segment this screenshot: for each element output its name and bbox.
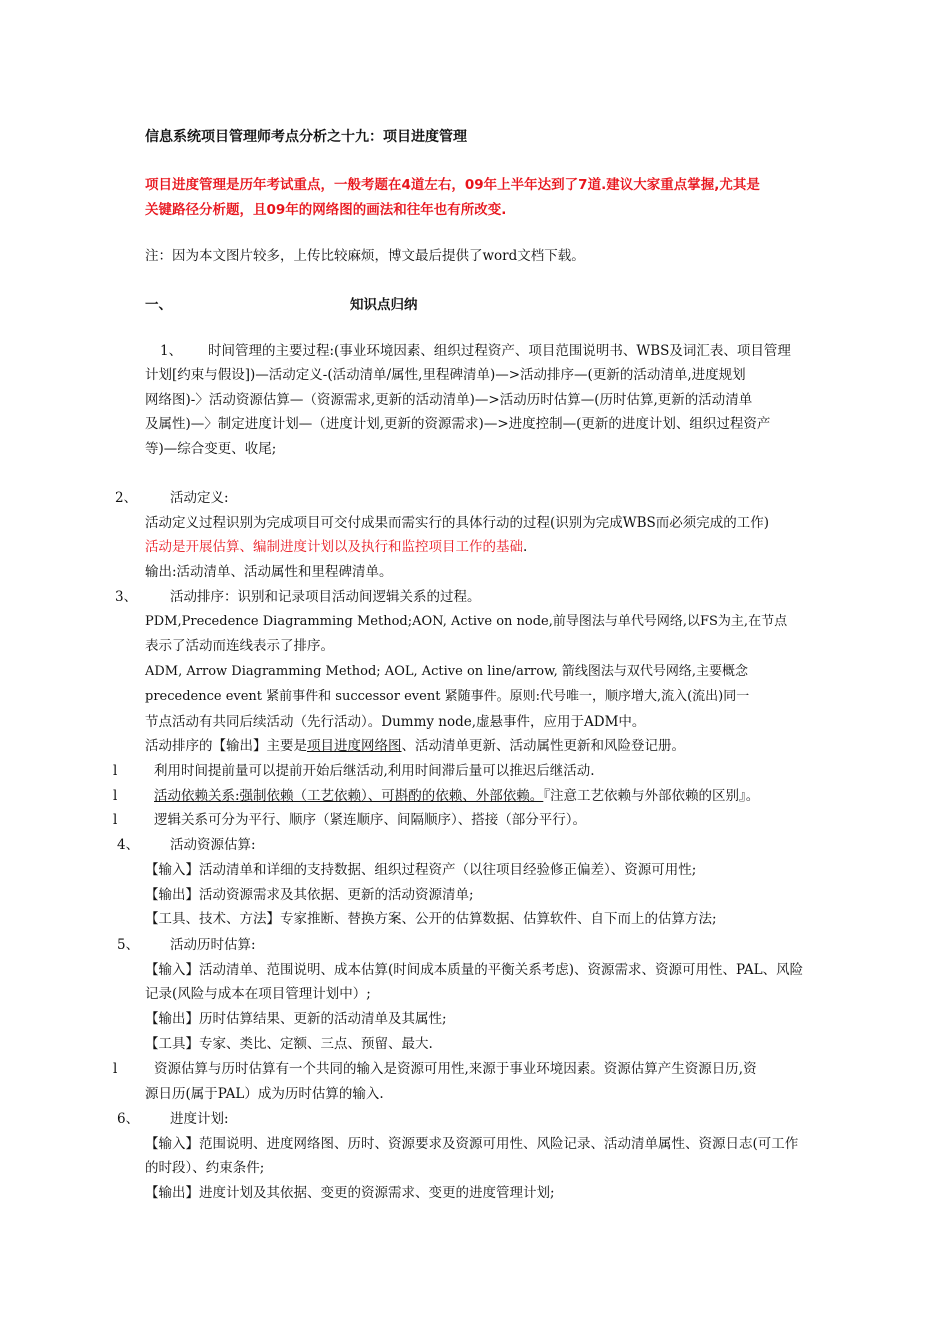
p4-heading: 活动资源估算:: [170, 837, 256, 853]
p5-bullet-1-cont: 源日历(属于PAL）成为历时估算的输入.: [145, 1086, 384, 1102]
p3-bullet-3: 逻辑关系可分为平行、顺序（紧连顺序、间隔顺序）、搭接（部分平行）。: [154, 812, 586, 828]
p4-number: 4、: [117, 837, 140, 853]
p2-line-2: [145, 538, 527, 556]
p2-number: 2、: [115, 490, 138, 506]
section-number: 一、: [145, 297, 172, 313]
p6-line-3: 【输出】进度计划及其依据、变更的资源需求、变更的进度管理计划;: [145, 1185, 555, 1201]
p1-line-4: 及属性)—〉制定进度计划—（进度计划,更新的资源需求)—>进度控制—(更新的进度计划、组织过程资产: [145, 416, 771, 432]
p3-line-3: ADM, Arrow Diagramming Method; AOL, Active on line/arrow, 箭线图法与双代号网络,主要概念: [145, 664, 749, 679]
p2-line-2-tail: .: [523, 539, 528, 555]
p6-heading: 进度计划:: [170, 1111, 229, 1127]
p6-line-1: 【输入】范围说明、进度网络图、历时、资源要求及资源可用性、风险记录、活动清单属性、资源日志(可工作: [145, 1136, 799, 1152]
p3-line-6-b: 、活动清单更新、活动属性更新和风险登记册。: [401, 738, 685, 754]
p5-line-4: 【工具】专家、类比、定额、三点、预留、最大.: [145, 1036, 433, 1052]
note: 注：因为本文图片较多，上传比较麻烦，博文最后提供了word文档下载。: [145, 248, 585, 264]
p1-line-3: 网络图)-〉活动资源估算—（资源需求,更新的活动清单)—>活动历时估算—(历时估算,更新的活动清单: [145, 392, 753, 408]
p3-line-6-underlined: 项目进度网络图: [307, 738, 402, 754]
p3-number: 3、: [115, 589, 138, 605]
p3-line-6: [145, 737, 685, 755]
bullet-marker: l: [113, 763, 118, 779]
p3-line-4: precedence event 紧前事件和 successor event 紧随事件。原则:代号唯一，顺序增大,流入(流出)同一: [145, 689, 750, 704]
p3-line-5: 节点活动有共同后续活动（先行活动）。Dummy node,虚悬事件，应用于ADM中。: [145, 714, 646, 730]
p1-line-2: 计划[约束与假设])—活动定义-(活动清单/属性,里程碑清单)—>活动排序—(更新的活动清单,进度规划: [145, 367, 746, 383]
p3-heading: 活动排序：识别和记录项目活动间逻辑关系的过程。: [170, 589, 481, 605]
p1-line-1: 时间管理的主要过程:(事业环境因素、组织过程资产、项目范围说明书、WBS及词汇表、项目管理: [208, 343, 791, 359]
p5-bullet-1: 资源估算与历时估算有一个共同的输入是资源可用性,来源于事业环境因素。资源估算产生资源日历,资: [154, 1061, 757, 1077]
page-title: 信息系统项目管理师考点分析之十九：项目进度管理: [145, 129, 467, 145]
intro-line-1: 项目进度管理是历年考试重点，一般考题在4道左右，09年上半年达到了7道.建议大家重点掌握,尤其是: [145, 177, 760, 193]
p5-number: 5、: [117, 937, 140, 953]
p3-line-1: PDM,Precedence Diagramming Method;AON, Active on node,前导图法与单代号网络,以FS为主,在节点: [145, 614, 788, 629]
p5-heading: 活动历时估算:: [170, 937, 256, 953]
p2-line-3: 输出:活动清单、活动属性和里程碑清单。: [145, 564, 393, 580]
p2-red-text: 活动是开展估算、编制进度计划以及执行和监控项目工作的基础: [145, 539, 523, 555]
intro-line-2: 关键路径分析题，且09年的网络图的画法和往年也有所改变.: [145, 202, 507, 218]
p1-line-5: 等)—综合变更、收尾;: [145, 441, 277, 457]
p5-line-3: 【输出】历时估算结果、更新的活动清单及其属性;: [145, 1011, 447, 1027]
p2-line-1: 活动定义过程识别为完成项目可交付成果而需实行的具体行动的过程(识别为完成WBS而必须完成的工作): [145, 515, 770, 531]
p3-line-2: 表示了活动而连线表示了排序。: [145, 638, 334, 654]
p2-heading: 活动定义:: [170, 490, 229, 506]
p3-bullet-2: [154, 787, 759, 805]
bullet-marker: l: [113, 812, 118, 828]
p3-bullet-2-underlined: 活动依赖关系:强制依赖（工艺依赖）、可斟酌的依赖、外部依赖。: [154, 788, 544, 804]
p1-number: 1、: [160, 343, 183, 359]
p6-line-2: 的时段）、约束条件;: [145, 1160, 265, 1176]
p3-bullet-2-tail: 『注意工艺依赖与外部依赖的区别』。: [543, 788, 760, 804]
section-title: 知识点归纳: [350, 297, 418, 313]
p6-number: 6、: [117, 1111, 140, 1127]
p4-line-1: 【输入】活动清单和详细的支持数据、组织过程资产（以往项目经验修正偏差）、资源可用性;: [145, 862, 697, 878]
bullet-marker: l: [113, 1061, 118, 1077]
p5-line-2: 记录(风险与成本在项目管理计划中）;: [145, 986, 371, 1002]
p4-line-3: 【工具、技术、方法】专家推断、替换方案、公开的估算数据、估算软件、自下而上的估算方法;: [145, 911, 717, 927]
p3-bullet-1: 利用时间提前量可以提前开始后继活动,利用时间滞后量可以推迟后继活动.: [154, 763, 595, 779]
p5-line-1: 【输入】活动清单、范围说明、成本估算(时间成本质量的平衡关系考虑)、资源需求、资源可用性、PAL、风险: [145, 962, 804, 978]
bullet-marker: l: [113, 788, 118, 804]
p4-line-2: 【输出】活动资源需求及其依据、更新的活动资源清单;: [145, 887, 474, 903]
p3-line-6-a: 活动排序的【输出】主要是: [145, 738, 307, 754]
